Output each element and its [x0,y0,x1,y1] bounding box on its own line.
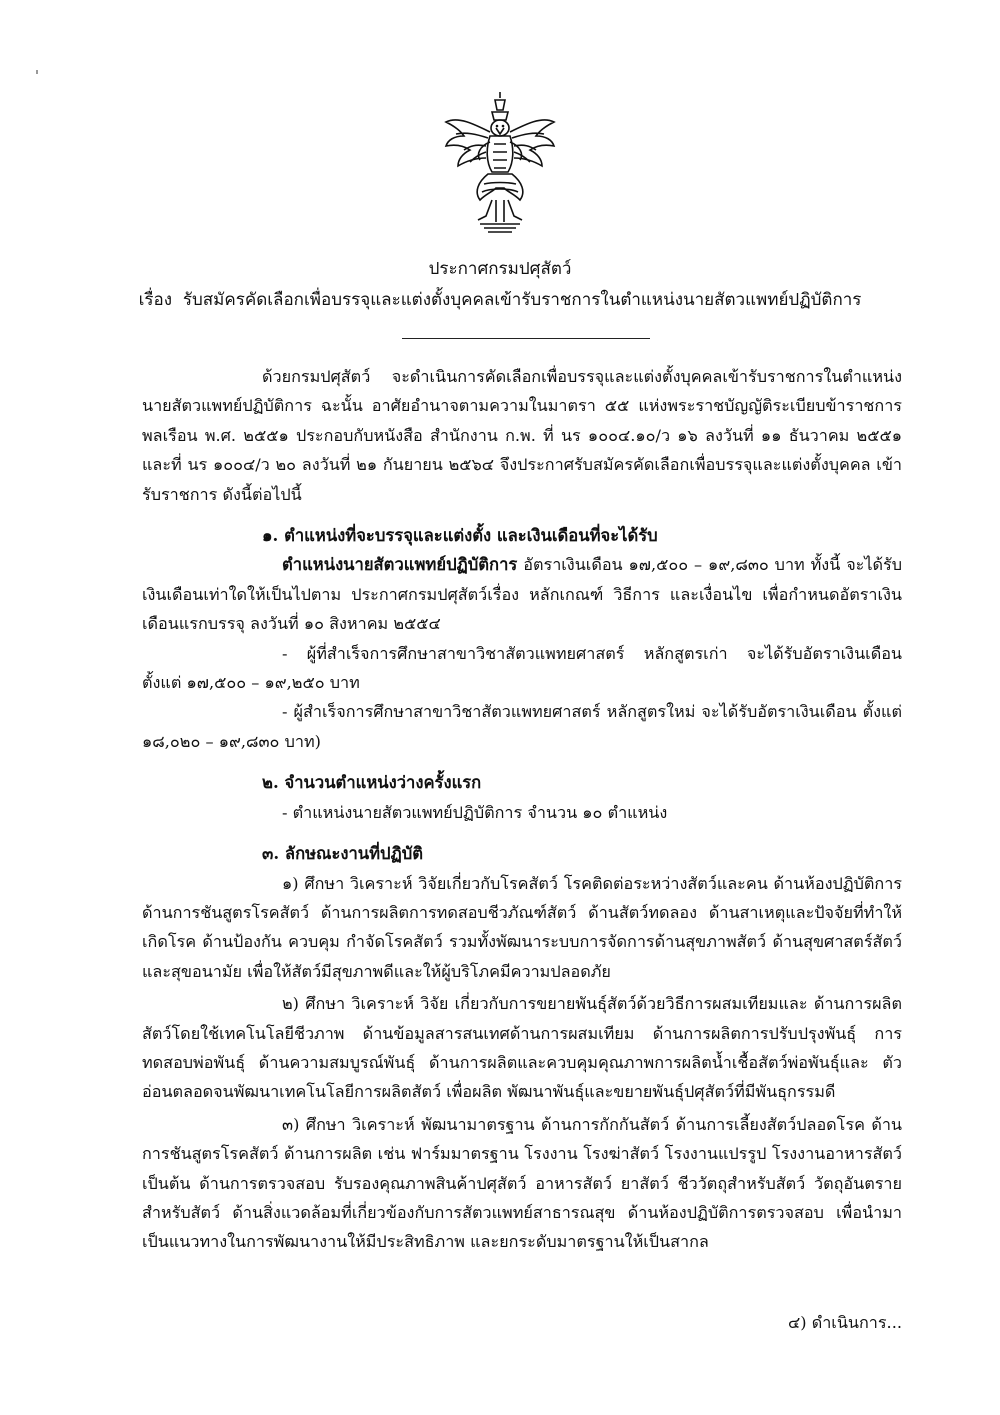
section1-bullet-new-curriculum: - ผู้สำเร็จการศึกษาสาขาวิชาสัตวแพทยศาสตร์ หลักสูตรใหม่ จะได้รับอัตราเงินเดือน ตั้งแต่ ๑๘,๐๒๐ – ๑๙,๘๓๐ บาท) [142,702,902,751]
section1-heading: ๑. ตำแหน่งที่จะบรรจุและแต่งตั้ง และเงินเดือนที่จะได้รับ [262,525,658,546]
position-title: ตำแหน่งนายสัตวแพทย์ปฏิบัติการ [282,554,518,575]
section1-bullet-old-curriculum: - ผู้ที่สำเร็จการศึกษาสาขาวิชาสัตวแพทยศาสตร์ หลักสูตรเก่า จะได้รับอัตราเงินเดือน ตั้งแต่ ๑๗,๕๐๐ – ๑๙,๒๕๐ บาท [142,643,902,693]
subject-text: รับสมัครคัดเลือกเพื่อบรรจุและแต่งตั้งบุคคลเข้ารับราชการในตำแหน่งนายสัตวแพทย์ปฏิบัติการ [182,290,862,310]
subject-label: เรื่อง [138,290,173,310]
page-continuation: ๔) ดำเนินการ... [787,1313,902,1332]
section2-heading: ๒. จำนวนตำแหน่งว่างครั้งแรก [262,772,482,793]
section3-item-2: ๒) ศึกษา วิเคราะห์ วิจัย เกี่ยวกับการขยายพันธุ์สัตว์ด้วยวิธีการผสมเทียมและ ด้านการผลิตสัตว์โดยใช้เทคโนโลยีชีวภาพ ด้านข้อมูลสารสนเทศด้านการผสมเทียม ด้านการผลิตการปรับปรุงพันธุ์ การทดสอบพ่อพันธุ์ ด้านความสมบูรณ์พันธุ์ ด้านการผลิตและควบคุมคุณภาพการผลิตน้ำเชื้อสัตว์พ่อพันธุ์และ ตัวอ่อนตลอดจนพัฒนาเทคโนโลยีการผลิตสัตว์ เพื่อผลิต พัฒนาพันธุ์และขยายพันธุ์ปศุสัตว์ที่มีพันธุกรรมดี [142,994,902,1102]
section2-item: - ตำแหน่งนายสัตวแพทย์ปฏิบัติการ จำนวน ๑๐ ตำแหน่ง [282,802,668,822]
intro-paragraph: ด้วยกรมปศุสัตว์ จะดำเนินการคัดเลือกเพื่อบรรจุและแต่งตั้งบุคคลเข้ารับราชการในตำแหน่ง นายสัตวแพทย์ปฏิบัติการ ฉะนั้น อาศัยอำนาจตามความในมาตรา ๕๕ แห่งพระราชบัญญัติระเบียบข้าราชการ พลเรือน พ.ศ. ๒๕๕๑ ประกอบกับหนังสือ สำนักงาน ก.พ. ที่ นร ๑๐๐๔.๑๐/ว ๑๖ ลงวันที่ ๑๑ ธันวาคม ๒๕๕๑ และที่ นร ๑๐๐๔/ว ๒๐ ลงวันที่ ๒๑ กันยายน ๒๕๖๔ จึงประกาศรับสมัครคัดเลือกเพื่อบรรจุและแต่งตั้งบุคคล เข้ารับราชการ ดังนี้ต่อไปนี้ [142,367,902,504]
section3-item-1: ๑) ศึกษา วิเคราะห์ วิจัยเกี่ยวกับโรคสัตว์ โรคติดต่อระหว่างสัตว์และคน ด้านห้องปฏิบัติการ ด้านการชันสูตรโรคสัตว์ ด้านการผลิตการทดสอบชีวภัณฑ์สัตว์ ด้านสัตว์ทดลอง ด้านสาเหตุและปัจจัยที่ทำให้ เกิดโรค ด้านป้องกัน ควบคุม กำจัดโรคสัตว์ รวมทั้งพัฒนาระบบการจัดการด้านสุขภาพสัตว์ ด้านสุขศาสตร์สัตว์ และสุขอนามัย เพื่อให้สัตว์มีสุขภาพดีและให้ผู้บริโภคมีความปลอดภัย [142,873,902,981]
garuda-emblem-icon [440,88,560,238]
position-salary-text: อัตราเงินเดือน ๑๗,๕๐๐ – ๑๙,๘๓๐ บาท ทั้งนี้ จะได้รับเงินเดือนเท่าใดให้เป็นไปตาม ประกาศกรมปศุสัตว์เรื่อง หลักเกณฑ์ วิธีการ และเงื่อนไข เพื่อกำหนดอัตราเงินเดือนแรกบรรจุ ลงวันที่ ๑๐ สิงหาคม ๒๕๕๔ [142,555,902,634]
document-body [142,362,902,1257]
announcement-title: ประกาศกรมปศุสัตว์ [428,259,572,279]
announcement-subject [0,286,1000,313]
section3-item-3: ๓) ศึกษา วิเคราะห์ พัฒนามาตรฐาน ด้านการกักกันสัตว์ ด้านการเลี้ยงสัตว์ปลอดโรค ด้านการชันสูตรโรคสัตว์ ด้านการผลิต เช่น ฟาร์มมาตรฐาน โรงงาน โรงฆ่าสัตว์ โรงงานแปรรูป โรงงานอาหารสัตว์ เป็นต้น ด้านการตรวจสอบ รับรองคุณภาพสินค้าปศุสัตว์ อาหารสัตว์ ยาสัตว์ ชีววัตถุสำหรับสัตว์ วัตถุอันตราย สำหรับสัตว์ ด้านสิ่งแวดล้อมที่เกี่ยวข้องกับการสัตวแพทย์สาธารณสุข ด้านห้องปฏิบัติการตรวจสอบ เพื่อนำมาเป็นแนวทางในการพัฒนางานให้มีประสิทธิภาพ และยกระดับมาตรฐานให้เป็นสากล [142,1114,902,1252]
title-divider [402,338,650,339]
section1-position [142,550,902,638]
scan-mark [36,70,38,74]
section3-heading: ๓. ลักษณะงานที่ปฏิบัติ [262,843,424,864]
